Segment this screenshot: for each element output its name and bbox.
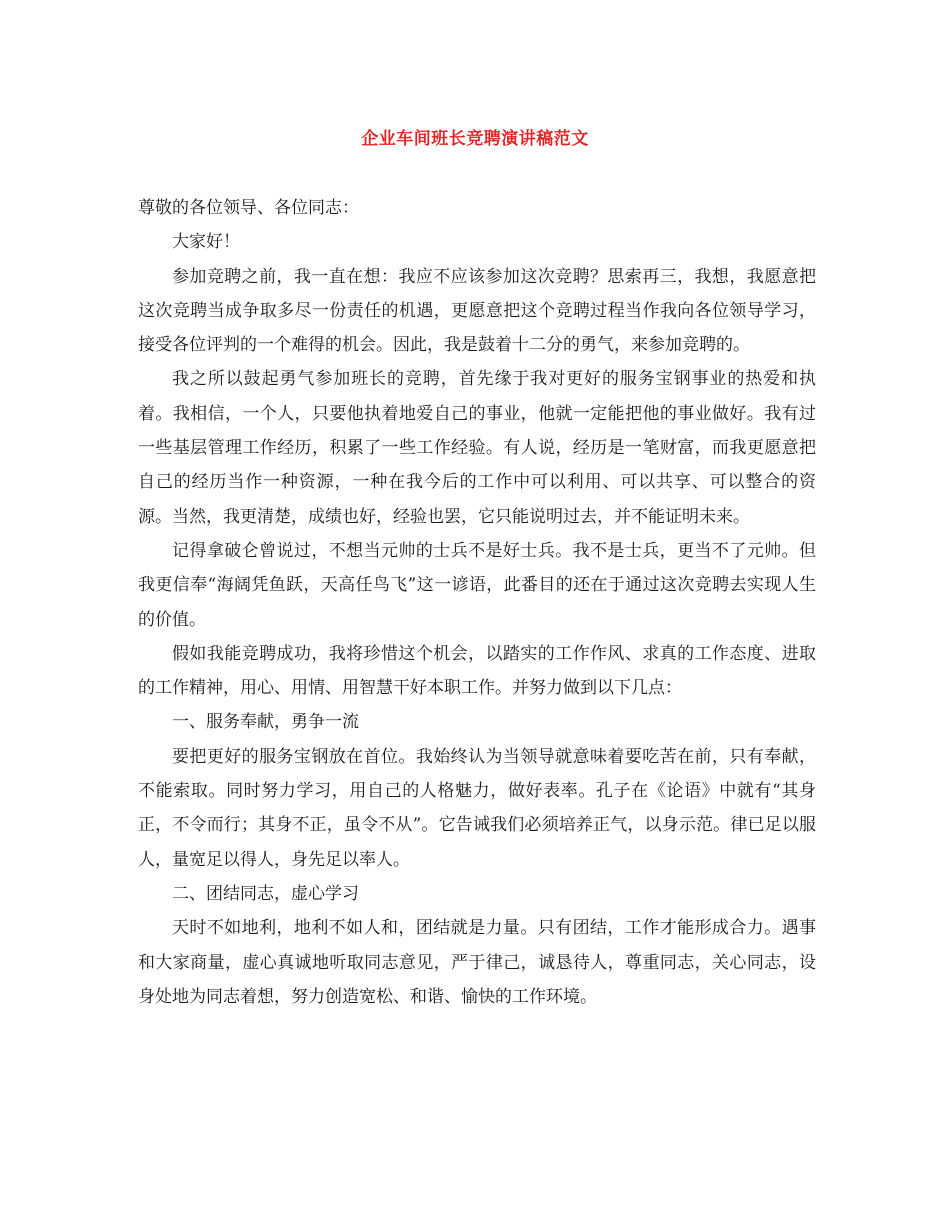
document-body bbox=[138, 191, 816, 1014]
paragraph: 要把更好的服务宝钢放在首位。我始终认为当领导就意味着要吃苦在前，只有奉献，不能索取。同时努力学习，用自己的人格魅力，做好表率。孔子在《论语》中就有“其身正，不令而行；其身不正，虽令不从”。它告诫我们必须培养正气，以身示范。律已足以服人，量宽足以得人，身先足以率人。 bbox=[138, 746, 816, 870]
salutation: 尊敬的各位领导、各位同志： bbox=[138, 198, 359, 218]
section-heading: 二、团结同志，虚心学习 bbox=[172, 883, 359, 904]
paragraph: 天时不如地利，地利不如人和，团结就是力量。只有团结，工作才能形成合力。遇事和大家商量，虚心真诚地听取同志意见，严于律己，诚恳待人，尊重同志，关心同志，设身处地为同志着想，努力创造宽松、和谐、愉快的工作环境。 bbox=[138, 918, 816, 1007]
paragraph: 记得拿破仑曾说过，不想当元帅的士兵不是好士兵。我不是士兵，更当不了元帅。但我更信奉“海阔凭鱼跃，天高任鸟飞”这一谚语，此番目的还在于通过这次竞聘去实现人生的价值。 bbox=[138, 540, 816, 630]
document-title: 企业车间班长竞聘演讲稿范文 bbox=[361, 129, 589, 149]
section-heading: 一、服务奉献，勇争一流 bbox=[172, 712, 359, 733]
paragraph: 参加竞聘之前，我一直在想：我应不应该参加这次竞聘？思索再三，我想，我愿意把这次竞聘当成争取多尽一份责任的机遇，更愿意把这个竞聘过程当作我向各位领导学习，接受各位评判的一个难得的机会。因此，我是鼓着十二分的勇气，来参加竞聘的。 bbox=[138, 266, 816, 356]
paragraph: 假如我能竞聘成功，我将珍惜这个机会，以踏实的工作作风、求真的工作态度、进取的工作精神，用心、用情、用智慧干好本职工作。并努力做到以下几点： bbox=[138, 643, 816, 699]
greeting: 大家好！ bbox=[172, 232, 240, 253]
paragraph: 我之所以鼓起勇气参加班长的竞聘，首先缘于我对更好的服务宝钢事业的热爱和执着。我相信，一个人，只要他执着地爱自己的事业，他就一定能把他的事业做好。我有过一些基层管理工作经历，积累了一些工作经验。有人说，经历是一笔财富，而我更愿意把自己的经历当作一种资源，一种在我今后的工作中可以利用、可以共享、可以整合的资源。当然，我更清楚，成绩也好，经验也罢，它只能说明过去，并不能证明未来。 bbox=[138, 369, 816, 527]
